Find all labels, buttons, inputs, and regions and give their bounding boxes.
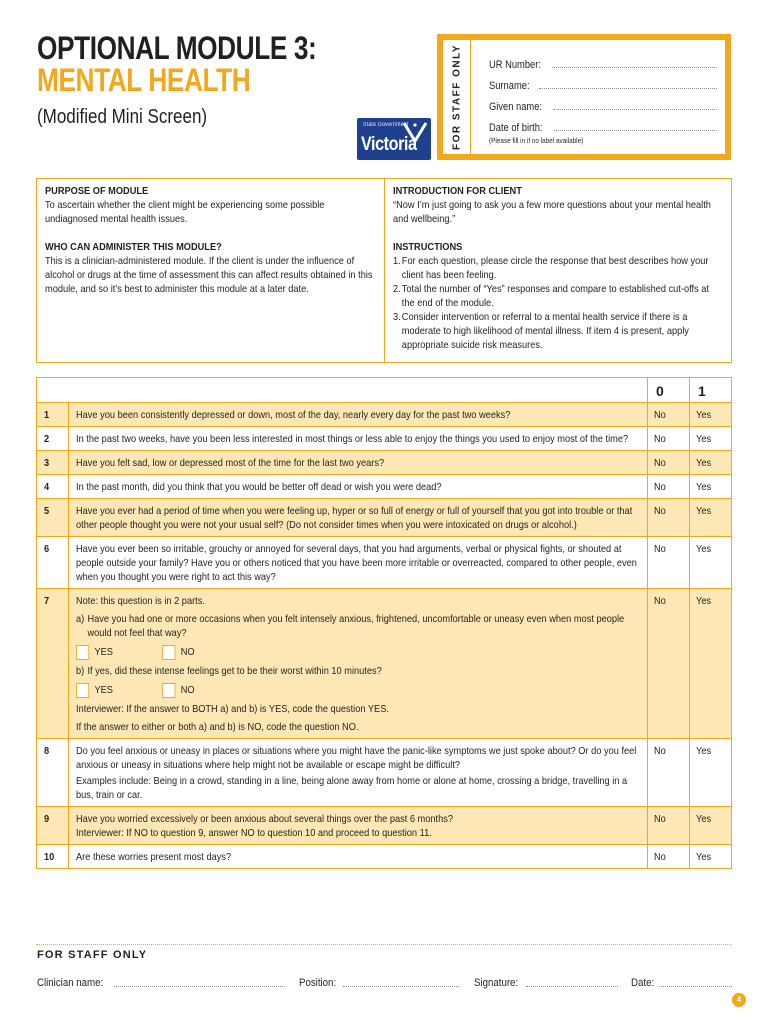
answer-yes[interactable]: Yes [696,595,712,607]
introduction-column [385,179,731,362]
answer-no[interactable]: No [654,457,666,469]
table-row [37,403,732,427]
page-number-badge: 4 [732,993,746,1007]
table-row [37,845,732,869]
part-b-yes-checkbox[interactable] [76,683,89,698]
logo-victoria-text: Victoria [361,134,417,155]
interviewer-instruction: Interviewer: If the answer to BOTH a) and b) is YES, code the question YES. [76,703,389,715]
part-b-yes-label: YES [94,684,113,696]
question-number: 6 [44,543,50,555]
answer-no[interactable]: No [654,745,666,757]
instruction-item: 3. Consider intervention or referral to a mental health service if there is a moderate to high likelihood of mental illness. If item 4 is present, apply appropriate suicide risk measures. [393,311,689,351]
table-row [37,589,732,739]
table-row [37,537,732,589]
label-note: (Please fill in if no label available) [489,136,584,145]
table-row [37,499,732,537]
part-a-checkboxes [76,644,641,660]
answer-yes[interactable]: Yes [696,457,712,469]
answer-no[interactable]: No [654,543,666,555]
footer-staff-only-title: FOR STAFF ONLY [37,949,148,961]
purpose-column [37,179,385,362]
interviewer-instruction: Interviewer: If NO to question 9, answer NO to question 10 and proceed to question 11. [76,827,432,839]
table-row [37,451,732,475]
question-text: Have you ever been so irritable, grouchy or annoyed for several days, that you had arguments, verbal or physical fights, or shouted at people outside your family? Have you or others noticed that you have been more irritable or overreacted, compared to other people, even when you thought you were right to act this way? [76,543,637,583]
answer-no[interactable]: No [654,433,666,445]
question-number: 4 [44,481,50,493]
column-header-1: 1 [690,378,732,403]
module-subject-title: MENTAL HEALTH [37,62,251,98]
answer-no[interactable]: No [654,481,666,493]
footer-divider [36,944,732,945]
answer-yes[interactable]: Yes [696,851,712,863]
table-row [37,427,732,451]
part-a-yes-checkbox[interactable] [76,645,89,660]
table-row [37,475,732,499]
part-a-no-label: NO [180,646,195,658]
answer-no[interactable]: No [654,851,666,863]
part-b-checkboxes [76,682,641,698]
administer-heading: WHO CAN ADMINISTER THIS MODULE? [45,241,222,253]
table-header-row [37,378,732,403]
part-b-no-checkbox[interactable] [162,683,175,698]
ur-number-field[interactable]: UR Number: [489,50,717,71]
staff-only-box [437,34,731,160]
surname-field[interactable]: Surname: [489,71,717,92]
question-number: 7 [44,595,50,607]
answer-no[interactable]: No [654,505,666,517]
question-number: 3 [44,457,50,469]
purpose-heading: PURPOSE OF MODULE [45,185,149,197]
part-a-yes-label: YES [94,646,113,658]
part-a-no-checkbox[interactable] [162,645,175,660]
module-title: OPTIONAL MODULE 3: [37,30,317,66]
table-row [37,739,732,807]
table-row [37,807,732,845]
question-text: In the past two weeks, have you been less interested in most things or less able to enjoy the things you used to enjoy most of the time? [76,433,629,445]
question-number: 9 [44,813,50,825]
question-number: 10 [44,851,55,863]
question-7-note: Note: this question is in 2 parts. [76,595,205,607]
instructions-heading: INSTRUCTIONS [393,241,463,253]
introduction-text: “Now I’m just going to ask you a few more questions about your mental health and wellbeing.” [393,199,711,225]
position-field[interactable]: Position: [299,973,459,989]
part-b-no-label: NO [180,684,195,696]
answer-yes[interactable]: Yes [696,745,712,757]
header-blank-cell [37,378,648,403]
victoria-government-logo [357,118,431,160]
module-subtitle: (Modified Mini Screen) [37,106,208,128]
questions-table [36,377,732,869]
answer-no[interactable]: No [654,409,666,421]
purpose-text: To ascertain whether the client might be experiencing some possible undiagnosed mental health issues. [45,199,325,225]
instruction-item: 2. Total the number of “Yes” responses and compare to established cut-offs at the end of the module. [393,283,709,309]
question-7-part-b: b) If yes, did these intense feelings get to be their worst within 10 minutes? [76,665,382,677]
question-examples: Examples include: Being in a crowd, standing in a line, being alone away from home or alone at home, crossing a bridge, travelling in a bus, train or car. [76,775,628,801]
question-text: Are these worries present most days? [76,851,232,863]
question-number: 8 [44,745,50,757]
question-text: Do you feel anxious or uneasy in places or situations where you might have the panic-like symptoms we just spoke about? Or do you feel anxious or uneasy in situations where help might not be available or escape might be difficult? [76,745,637,771]
answer-yes[interactable]: Yes [696,505,712,517]
date-field[interactable]: Date: [631,973,732,989]
administer-text: This is a clinician-administered module. If the client is under the influence of alcohol or drugs at the time of assessment this can affect results obtained in this module, and so it’s best to administer this module at a later date. [45,255,373,295]
column-header-0: 0 [648,378,690,403]
date-of-birth-field[interactable]: Date of birth: [489,113,717,134]
answer-no[interactable]: No [654,813,666,825]
question-text: Have you been consistently depressed or down, most of the day, nearly every day for the past two weeks? [76,409,511,421]
answer-yes[interactable]: Yes [696,409,712,421]
staff-only-vertical-label: FOR STAFF ONLY [443,40,471,154]
question-text: Have you ever had a period of time when you were feeling up, hyper or so full of energy or full of yourself that you got into trouble or that other people thought you were not your usual self? (Do not consider times when you were intoxicated on drugs or alcohol.) [76,505,633,531]
question-number: 1 [44,409,50,421]
question-7-part-a: a) Have you had one or more occasions when you felt intensely anxious, frightened, uncomfortable or uneasy even when most people would not feel that way? [76,613,625,639]
answer-yes[interactable]: Yes [696,813,712,825]
module-info-box [36,178,732,363]
answer-yes[interactable]: Yes [696,543,712,555]
question-number: 5 [44,505,50,517]
answer-yes[interactable]: Yes [696,433,712,445]
introduction-heading: INTRODUCTION FOR CLIENT [393,185,522,197]
interviewer-instruction: If the answer to either or both a) and b) is NO, code the question NO. [76,721,359,733]
answer-no[interactable]: No [654,595,666,607]
instruction-item: 1. For each question, please circle the response that best describes how your client has been feeling. [393,255,709,281]
given-name-field[interactable]: Given name: [489,92,717,113]
signature-field[interactable]: Signature: [474,973,618,989]
question-number: 2 [44,433,50,445]
answer-yes[interactable]: Yes [696,481,712,493]
question-text: Have you worried excessively or been anxious about several things over the past 6 months? [76,813,453,825]
footer-fields [37,973,732,989]
clinician-name-field[interactable]: Clinician name: [37,973,285,989]
question-text: In the past month, did you think that you would be better off dead or wish you were dead? [76,481,442,493]
question-text: Have you felt sad, low or depressed most of the time for the last two years? [76,457,385,469]
victoria-v-mark-icon [402,121,428,143]
logo-state-government-text: State Government [363,122,409,128]
